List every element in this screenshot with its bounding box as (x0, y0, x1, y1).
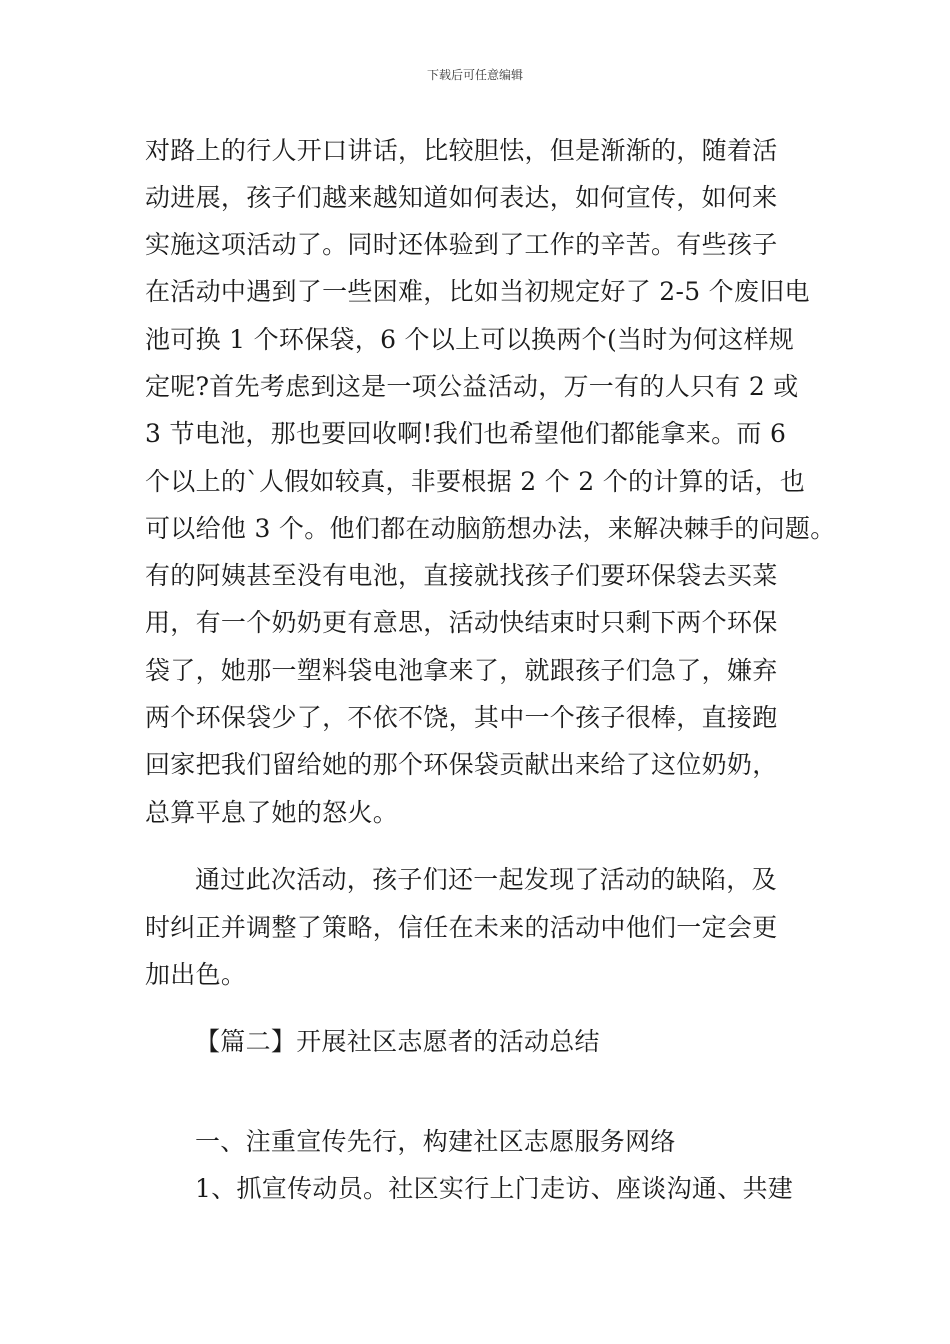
paragraph-line: 回家把我们留给她的那个环保袋贡献出来给了这位奶奶， (145, 750, 778, 779)
download-note-header: 下载后可任意编辑 (426, 68, 523, 82)
paragraph-line: 有的阿姨甚至没有电池，直接就找孩子们要环保袋去买菜 (145, 561, 778, 590)
paragraph-line: 用，有一个奶奶更有意思，活动快结束时只剩下两个环保 (145, 608, 778, 637)
paragraph-line: 袋了，她那一塑料袋电池拿来了，就跟孩子们急了，嫌弃 (145, 656, 778, 685)
paragraph-line: 加出色。 (145, 960, 247, 989)
paragraph-line: 两个环保袋少了，不依不饶，其中一个孩子很棒，直接跑 (145, 703, 778, 732)
section-heading: 【篇二】开展社区志愿者的活动总结 (195, 1027, 600, 1056)
subsection-heading: 一、注重宣传先行，构建社区志愿服务网络 (195, 1127, 676, 1156)
paragraph-line: 总算平息了她的怒火。 (145, 798, 399, 827)
paragraph-line: 定呢?首先考虑到这是一项公益活动，万一有的人只有 2 或 (145, 372, 799, 401)
paragraph-line: 个以上的`人假如较真，非要根据 2 个 2 个的计算的话，也 (145, 467, 806, 496)
paragraph-line: 对路上的行人开口讲话，比较胆怯，但是渐渐的，随着活 (145, 136, 778, 165)
paragraph-line: 实施这项活动了。同时还体验到了工作的辛苦。有些孩子 (145, 230, 778, 259)
paragraph-line: 通过此次活动，孩子们还一起发现了活动的缺陷，及 (195, 865, 777, 894)
paragraph-line: 动进展，孩子们越来越知道如何表达，如何宣传，如何来 (145, 183, 778, 212)
paragraph-line: 在活动中遇到了一些困难，比如当初规定好了 2-5 个废旧电 (145, 277, 810, 306)
paragraph-line: 3 节电池，那也要回收啊!我们也希望他们都能拿来。而 6 (145, 419, 787, 448)
paragraph-line: 可以给他 3 个。他们都在动脑筋想办法，来解决棘手的问题。 (145, 514, 836, 543)
paragraph-line: 1、抓宣传动员。社区实行上门走访、座谈沟通、共建 (195, 1174, 794, 1203)
paragraph-line: 池可换 1 个环保袋，6 个以上可以换两个(当时为何这样规 (145, 325, 795, 354)
paragraph-line: 时纠正并调整了策略，信任在未来的活动中他们一定会更 (145, 913, 778, 942)
